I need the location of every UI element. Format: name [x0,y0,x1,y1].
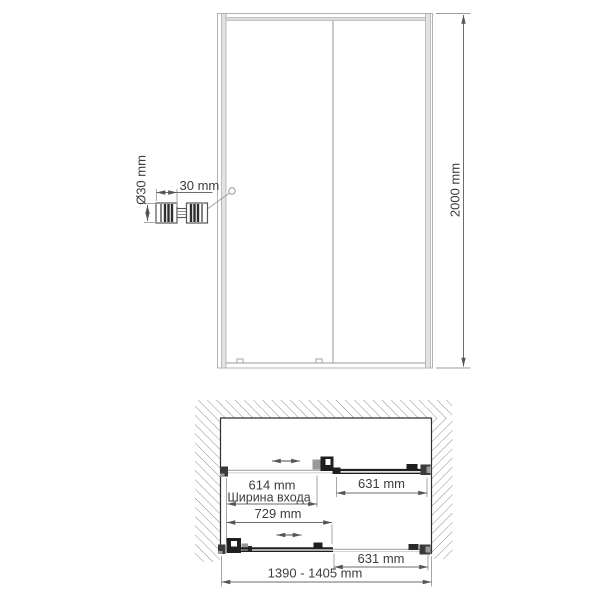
lower-wall-cap-left-foot [218,551,223,554]
wall-hatch-left [195,418,220,562]
fixed-panel-bottom-value: 631 mm [357,551,405,566]
entrance-width-caption: Ширина входа [227,490,311,505]
left-wall-profile [222,14,227,369]
upper-wall-cap-right-foot [427,467,431,474]
wall-hatch-right [432,418,453,559]
top-rail [226,18,426,21]
door-height-value: 2000 mm [447,162,463,218]
upper-track-row [220,457,431,478]
dimension-door-height [436,14,471,369]
handle-knob-left [156,203,177,223]
upper-roller-carriage-notch [326,459,331,465]
sliding-panel-value: 729 mm [254,506,302,521]
lower-wall-cap-right-foot [426,547,431,553]
door-outline [218,14,433,369]
handle-neck [177,209,187,218]
entrance-width-value: 614 mm [248,477,296,493]
wall-hatch-top [195,400,452,418]
upper-wall-bracket-left-foot [220,474,225,478]
handle-diameter-value: Ø30 mm [133,155,149,205]
total-width-value: 1390 - 1405 mm [267,565,363,581]
upper-roller-right [407,464,418,470]
front-view [208,14,433,369]
dimension-fixed-panel-top [337,476,428,497]
dimension-handle-diameter [134,155,158,222]
bottom-guide-left [237,359,243,363]
handle-position-marker [229,188,235,194]
fixed-panel-top-value: 631 mm [358,476,405,491]
upper-roller-carriage-side [313,460,321,470]
dimension-sliding-panel [227,506,333,544]
lower-roller-mid [314,543,323,549]
bottom-guide-right [316,359,322,363]
handle-width-value: 30 mm [179,178,220,193]
lower-roller-carriage-notch [231,541,237,547]
right-wall-profile [426,14,431,369]
handle-detail [134,155,220,223]
plan-view [195,400,453,587]
lower-roller-right [409,544,419,550]
